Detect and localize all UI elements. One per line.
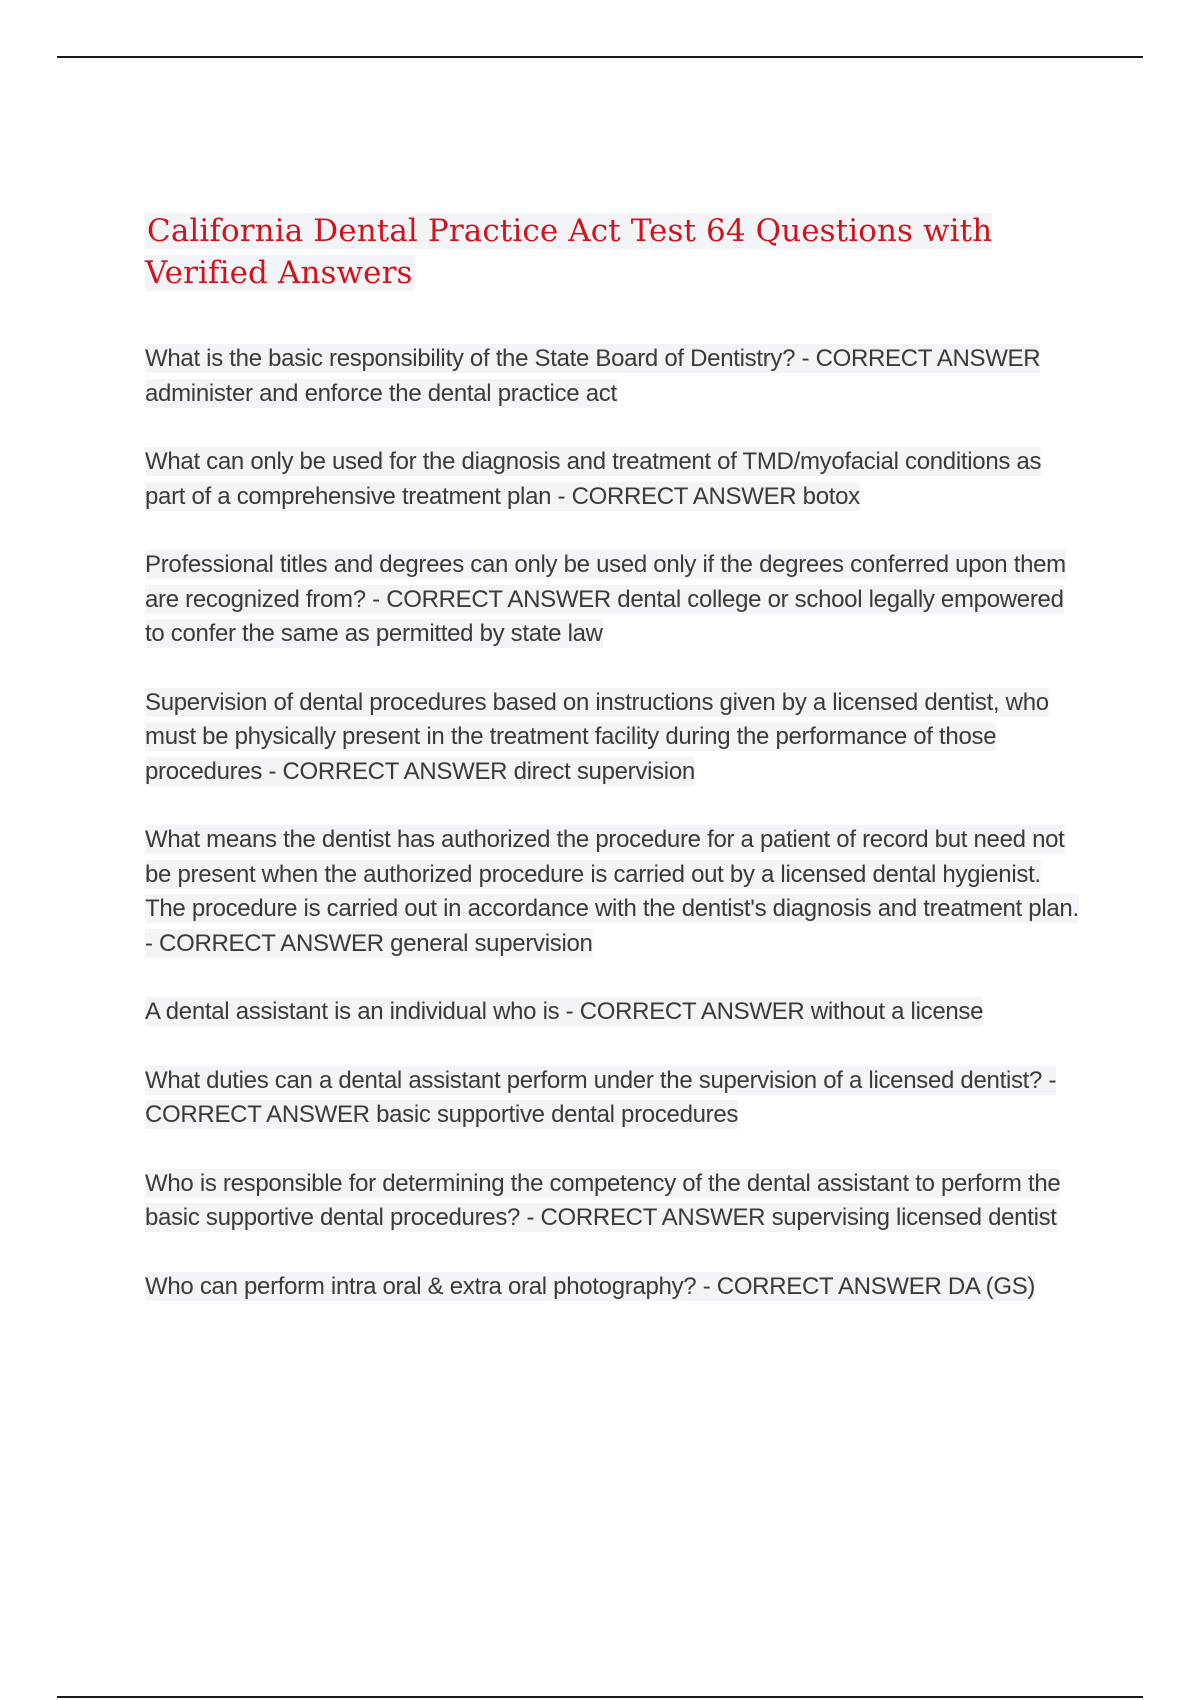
qa-item — [145, 445, 1085, 514]
qa-text: What duties can a dental assistant perform under the supervision of a licensed dentist? - CORRECT ANSWER basic supportive dental procedures — [145, 1066, 1057, 1128]
qa-item — [145, 1270, 1085, 1305]
qa-item — [145, 1167, 1085, 1236]
document-title-text: California Dental Practice Act Test 64 Questions with Verified Answers — [145, 213, 993, 291]
qa-list — [145, 342, 1085, 1304]
qa-text: What means the dentist has authorized the procedure for a patient of record but need not be present when the authorized procedure is carried out by a licensed dental hygienist. The procedure is carried out in accordance with the dentist's diagnosis and treatment plan. - CORRECT ANSWER general supervision — [145, 826, 1079, 957]
qa-item — [145, 823, 1085, 961]
document-title — [145, 210, 1085, 294]
qa-item — [145, 686, 1085, 790]
qa-text: A dental assistant is an individual who is - CORRECT ANSWER without a license — [145, 998, 984, 1025]
qa-text: What can only be used for the diagnosis and treatment of TMD/myofacial conditions as part of a comprehensive treatment plan - CORRECT ANSWER botox — [145, 448, 1042, 510]
qa-item — [145, 995, 1085, 1030]
qa-text: Professional titles and degrees can only be used only if the degrees conferred upon them are recognized from? - CORRECT ANSWER dental college or school legally empowered to confer the same as permitted by state law — [145, 551, 1066, 647]
document-body — [145, 210, 1085, 1338]
qa-item — [145, 1064, 1085, 1133]
qa-item — [145, 548, 1085, 652]
qa-text: Who can perform intra oral & extra oral photography? - CORRECT ANSWER DA (GS) — [145, 1272, 1036, 1300]
qa-item — [145, 342, 1085, 411]
qa-text: Who is responsible for determining the competency of the dental assistant to perform the basic supportive dental procedures? - CORRECT ANSWER supervising licensed dentist — [145, 1169, 1061, 1231]
qa-text: What is the basic responsibility of the State Board of Dentistry? - CORRECT ANSWER administer and enforce the dental practice act — [145, 345, 1041, 407]
qa-text: Supervision of dental procedures based on instructions given by a licensed dentist, who must be physically present in the treatment facility during the performance of those procedures - CORRECT ANSWER direct supervision — [145, 688, 1049, 785]
bottom-rule — [57, 1696, 1143, 1698]
top-rule — [57, 56, 1143, 58]
